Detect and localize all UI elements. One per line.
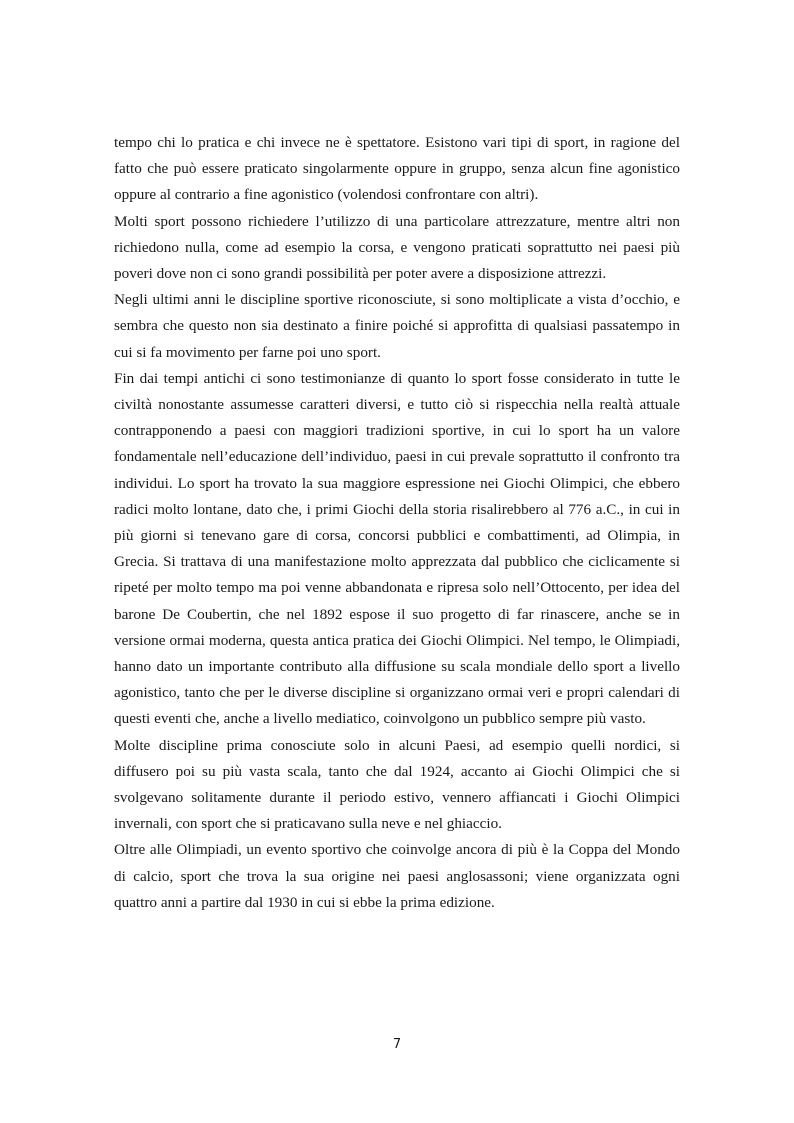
paragraph-disciplines: Negli ultimi anni le discipline sportive riconosciute, si sono moltiplicate a vista d’occhio, e sembra che questo non sia destinato a finire poiché si approfitta di qualsiasi passatempo in cui si fa movimento per farne poi uno sport.	[114, 291, 680, 361]
body-text	[114, 130, 680, 916]
paragraph-continuation: tempo chi lo pratica e chi invece ne è spettatore. Esistono vari tipi di sport, in ragione del fatto che può essere praticato singolarmente oppure in gruppo, senza alcun fine agonistico oppure al contrario a fine agonistico (volendosi confrontare con altri).	[114, 134, 680, 204]
paragraph-olympics-history: Fin dai tempi antichi ci sono testimonianze di quanto lo sport fosse considerato in tutte le civiltà nonostante assumesse caratteri diversi, e tutto ciò si rispecchia nella realtà attuale contrapponendo a paesi con maggiori tradizioni sportive, in cui lo sport ha un valore fondamentale nell’educazione dell’individuo, paesi in cui prevale soprattutto il confronto tra individui. Lo sport ha trovato la sua maggiore espressione nei Giochi Olimpici, che ebbero radici molto lontane, dato che, i primi Giochi della storia risalirebbero al 776 a.C., in cui in più giorni si tenevano gare di corsa, concorsi pubblici e combattimenti, ad Olimpia, in Grecia. Si trattava di una manifestazione molto apprezzata dal pubblico che ciclicamente si ripeté per molto tempo ma poi venne abbandonata e ripresa solo nell’Ottocento, per idea del barone De Coubertin, che nel 1892 espose il suo progetto di far rinascere, anche se in versione ormai moderna, questa antica pratica dei Giochi Olimpici. Nel tempo, le Olimpiadi, hanno dato un importante contributo alla diffusione su scala mondiale dello sport a livello agonistico, tanto che per le diverse discipline si organizzano ormai veri e propri calendari di questi eventi che, anche a livello mediatico, coinvolgono un pubblico sempre più vasto.	[114, 369, 680, 728]
paragraph-equipment: Molti sport possono richiedere l’utilizzo di una particolare attrezzature, mentre altri non richiedono nulla, come ad esempio la corsa, e vengono praticati soprattutto nei paesi più poveri dove non ci sono grandi possibilità per poter avere a disposizione attrezzi.	[114, 212, 680, 283]
page-number: 7	[392, 1037, 402, 1052]
paragraph-world-cup: Oltre alle Olimpiadi, un evento sportivo che coinvolge ancora di più è la Coppa del Mondo di calcio, sport che trova la sua origine nei paesi anglosassoni; viene organizzata ogni quattro anni a partire dal 1930 in cui si ebbe la prima edizione.	[114, 841, 680, 911]
paragraph-winter-games: Molte discipline prima conosciute solo in alcuni Paesi, ad esempio quelli nordici, si diffusero poi su più vasta scala, tanto che dal 1924, accanto ai Giochi Olimpici che si svolgevano solitamente durante il periodo estivo, vennero affiancati i Giochi Olimpici invernali, con sport che si praticavano sulla neve e nel ghiaccio.	[114, 736, 680, 833]
